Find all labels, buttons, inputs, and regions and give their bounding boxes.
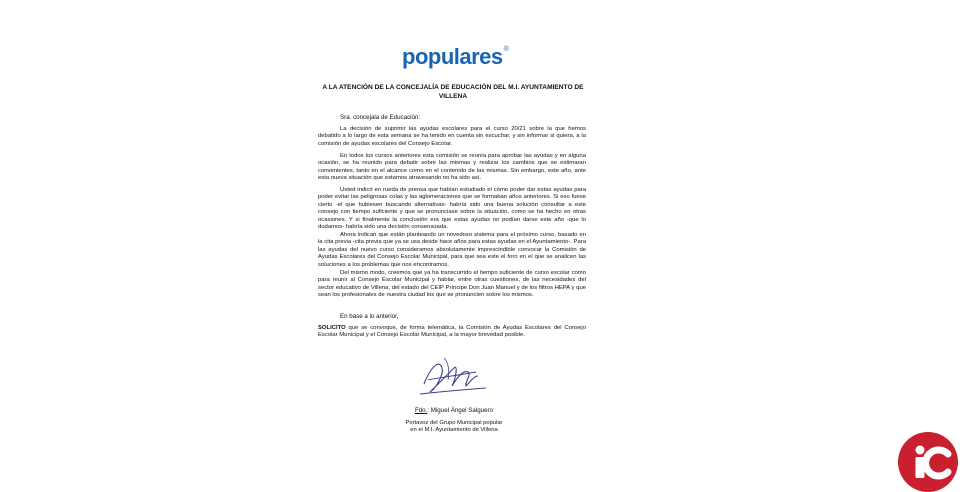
signer-role-line-1: Portavoz del Grupo Municipal popular xyxy=(405,420,503,426)
request-lead: SOLICITO xyxy=(318,325,346,331)
paragraph-3: Usted indicó en rueda de prensa que habían estudiado el cómo poder dar estas ayudas para poder evitar las peligrosas colas y las aglomeraciones que se formaban años anteriores. Si eso fuese cierto -el que hubiesen buscando alternativas- habría sido una buena solución consultar a este consejo con tiempo suficiente y que se pronunciase sobre la situación, como se ha hecho en otras ocasiones. Y si finalmente la conclusión era que estas ayudas no podían darse este año -que lo dudamos- habría sido una decisión consensuada. xyxy=(318,187,586,231)
signer-line xyxy=(384,407,524,415)
signer-prefix: Fdo. xyxy=(414,407,428,414)
paragraph-2: En todos los cursos anteriores esta comisión se reunía para aprobar las ayudas y en alguna ocasión, se ha reunido para debatir sobre las mismas y realizar los cambios que se estimaran convenientes, tanto en el alcance como en el contenido de las mismas. Sin embargo, este año, ante esta nueva situación que estamos atravesando no ha sido así. xyxy=(318,153,586,182)
party-logo xyxy=(402,44,509,70)
handwritten-signature xyxy=(414,354,490,398)
signer-role-line-2: en el M.I. Ayuntamiento de Villena xyxy=(410,427,498,434)
signer-name: : Miguel Ángel Salguero xyxy=(427,407,494,414)
logo-registered-mark: ® xyxy=(503,46,509,53)
paragraph-5: Del mismo modo, creemos que ya ha transcurrido el tiempo suficiente de curso escolar como para reunir al Consejo Escolar Municipal y hablar, entre otras cuestiones, de las necesidades del sector educativo de Villena, del estado del CEIP Príncipe Don Juan Manuel y de los filtros HEPA y que sean los profesionales de nuestra ciudad los que se pronuncien sobre los mismos. xyxy=(318,270,586,299)
letter-heading: A LA ATENCIÓN DE LA CONCEJALÍA DE EDUCACIÓN DEL M.I. AYUNTAMIENTO DE VILLENA xyxy=(322,84,584,100)
paragraph-1: La decisión de suprimir las ayudas escolares para el curso 20/21 sobre la que hemos debatido a lo largo de esta semana se ha tenido en cuenta sin escuchar, y sin informar si quiera, a la comisión de ayudas escolares del Consejo Escolar. xyxy=(318,126,586,147)
letter-greeting: Sra. concejala de Educación: xyxy=(340,114,421,121)
ic-logo-icon xyxy=(898,432,958,492)
paragraph-4: Ahora indican que están planteando un novedoso sistema para el próximo curso, basado en la cita previa -cita previa que ya se usa desde hace años para estas ayudas en el Ayuntamiento-. Para las ayudas del nuevo curso consideramos absolutamente imprescindible convocar la Comisión de Ayudas Escolares del Consejo Escolar Municipal, para que sea este el foro en el que se analicen las soluciones a los problemas que nos encontramos. xyxy=(318,232,586,268)
request-text: que se convoque, de forma telemática, la Comisión de Ayudas Escolares del Consejo Escolar Municipal y el Consejo Escolar Municipal, a la mayor brevedad posible. xyxy=(318,325,586,339)
closing-intro: En base a lo anterior, xyxy=(340,313,399,320)
request-paragraph xyxy=(318,325,586,340)
signer-role xyxy=(374,420,534,434)
logo-text: populares xyxy=(402,44,503,69)
